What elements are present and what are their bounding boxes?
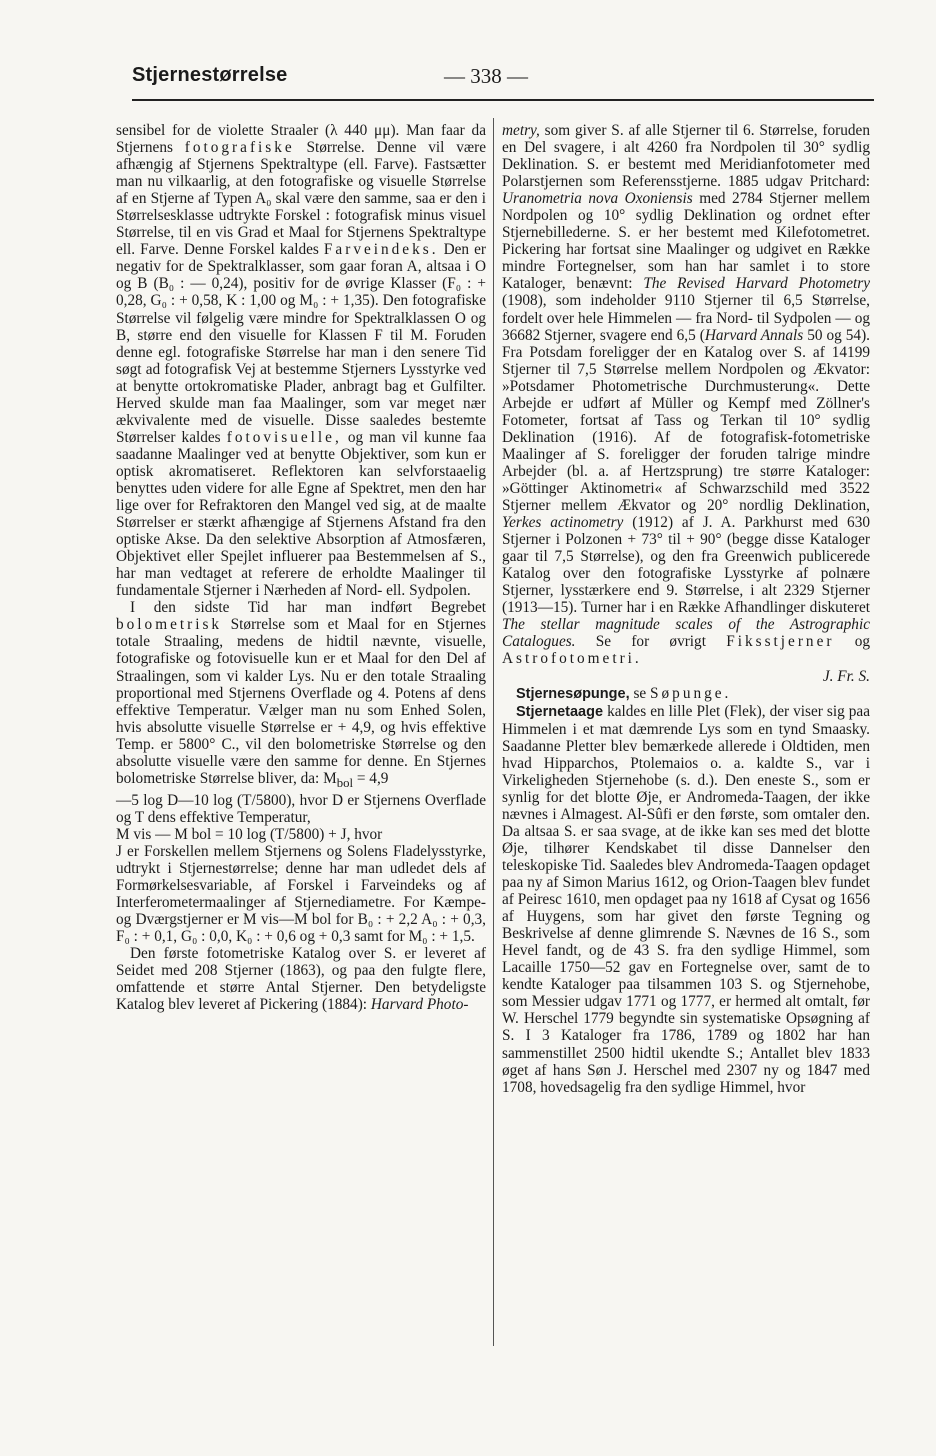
entry-stjernetaage: Stjernetaage kaldes en lille Plet (Flek), der viser sig paa Himmelen i et mat dæmrende Lys som en tynd Smaasky. Saadanne Pletter blev bemærkede allerede i Oldtiden, men hvad Hipparchos, Ptolemaios o. a. kaldte S., var i Virkeligheden Stjernehobe (s. d.). Den eneste S., som er synlig for det blotte Øje, er Andromeda-Taagen, der ikke nævnes i Almagest. Al-Sûfi er den første, som omtaler den. Da altsaa S. er saa svage, at de ikke kan ses med det blotte Øje, tilhører Kendskabet til disse Dannelser den teleskopiske Tid. Saaledes blev Andromeda-Taagen opdaget paa ny af Simon Marius 1612, og Orion-Taagen blev fundet af Peiresc 1610, men opdaget paa ny 1618 af Cysat og 1656 af Huygens, som har givet den første Tegning og Beskrivelse af denne glimrende S. Nævnes de 16 S., som Hevel fandt, og de 43 S. fra den sydlige Himmel, som Lacaille 1750—52 gav en Fortegnelse over, samt de to kendte Kataloger paa tilsammen 103 S. og Stjernehobe, som Messier udgav 1771 og 1777, er hermed alt omtalt, før W. Herschel 1779 begyndte sin systematiske Opsøgning af S. I 3 Kataloger fra 1786, 1789 og 1802 har han sammenstillet 2500 hidtil ukendte S.; Antallet blev 1833 øget af hans Søn J. Herschel med 2307 ny og 1847 med 1708, hovedsagelig fra den sydlige Himmel, hvor <box>502 702 871 1096</box>
paragraph-bolometric: I den sidste Tid har man indført Begrebet bolometrisk Størrelse som et Maal for en Stjernes totale Straaling, medens de hidtil nævnte, visuelle, fotografiske og fotovisuelle kun er et Maal for den Del af Straalingen, som vi kalder Lys. Nu er den totale Straaling proportional med Stjernens Overflade og 4. Potens af dens effektive Temperatur. Vælger man nu som Enhed Solen, hvis absolutte visuelle Størrelse er + 4,9, og hvis effektive Temp. er 5800° C., vil den bolometriske Størrelse og den absolutte visuelle være den samme for denne. En Stjernes bolometriske Størrelse bliver, da: $M_{bol} = 4,9$ <box>116 599 486 790</box>
right-column <box>502 122 870 1096</box>
page-number: — 338 — <box>444 64 528 88</box>
author-signature: J. Fr. S. <box>822 667 870 685</box>
formula-bolometric: —5 log D—10 log (T/5800), hvor D er Stjernens Overflade og T dens effektive Temperatur, <box>116 791 486 826</box>
formula-visual-bolometric: M vis — M bol = 10 log (T/5800) + J, hvor <box>116 825 383 843</box>
paragraph-surface-brightness: J er Forskellen mellem Stjernens og Solens Fladelysstyrke, udtrykt i Stjernestørrelse; denne har man udledet dels af Formørkelsesvariable, af Forskel i Farveindeks og af Interferometermaalinger af Stjernediametre. For Kæmpe- og Dværgstjerner er M vis—M bol for B₀ : + 2,2 A₀ : + 0,3, F₀ : + 0,1, G₀ : 0,0, K₀ : + 0,6 og + 0,3 samt for M₀ : + 1,5. <box>116 843 486 946</box>
column-divider <box>493 118 494 1346</box>
header-rule <box>132 99 874 101</box>
header-title: Stjernestørrelse <box>132 64 288 86</box>
entry-stjernesopunge: Stjernesøpunge, se Søpunge. <box>516 684 732 702</box>
paragraph-catalogues-cont: metry, som giver S. af alle Stjerner til 6. Størrelse, foruden en Del svagere, i alt 4260 fra Nordpolen til 30° sydlig Deklination. S. er bestemt med Meridianfotometer med Polarstjernen som Referensstjerne. 1885 udgav Pritchard: Uranometria nova Oxoniensis med 2784 Stjerner mellem Nordpolen og 10° sydlig Deklination og ordnet efter Stjernebillederne. S. er her bestemt med Kilefotometret. Pickering har fortsat sine Maalinger og udgivet en Række mindre Fortegnelser, som han har samlet i to store Kataloger, benævnt: The Revised Harvard Photometry (1908), som indeholder 9110 Stjerner til 6,5 Størrelse, fordelt over hele Himmelen — fra Nord- til Sydpolen — og 36682 Stjerner, svagere end 6,5 (Harvard Annals 50 og 54). Fra Potsdam foreligger der en Katalog over S. af 14199 Stjerner til 7,5 Størrelse mellem Nordpolen og Ækvator: »Potsdamer Photometrische Durchmusterung«. Dette Arbejde er udført af Müller og Kempf med Zöllner's Fotometer, fortsat af Tass og Terkan til 10° sydlig Deklination (1916). Af de fotografisk-fotometriske Maalinger af S. foreligger der foruden talrige mindre Arbejder (bl. a. af Hertzsprung) tre større Kataloger: »Göttinger Aktinometri« af Schwarzschild med 3522 Stjerner mellem Ækvator og 20° nordlig Deklination, Yerkes actinometry (1912) af J. A. Parkhurst med 630 Stjerner i Polzonen + 73° til + 90° (begge disse Kataloger gaar til 7,5 Størrelse), og den fra Greenwich publicerede Katalog over den fotografiske Lysstyrke af polnære Stjerner, lysstærkere end 9. Størrelse, i alt 2329 Stjerner (1913—15). Turner har i en Række Afhandlinger diskuteret The stellar magnitude scales of the Astrographic Catalogues. Se for øvrigt Fiksstjerner og Astrofotometri. <box>502 122 871 668</box>
left-column <box>116 122 486 1013</box>
headword-stjernesopunge: Stjernesøpunge, <box>516 685 630 702</box>
running-header <box>132 64 872 94</box>
paragraph-catalogues: Den første fotometriske Katalog over S. er leveret af Seidet med 208 Stjerner (1863), og paa den fulgte flere, omfattende et større Antal Stjerner. Den betydeligste Katalog blev leveret af Pickering (1884): Harvard Photo- <box>116 945 486 1014</box>
paragraph-photographic: sensibel for de violette Straaler (λ 440 μμ). Man faar da Stjernens fotografiske Størrelse. Denne vil være afhængig af Stjernens Spektraltype (ell. Farve). Fastsætter man nu vilkaarlig, at den fotografiske og visuelle Størrelse af en Stjerne af Typen A₀ skal være den samme, saa er den i Størrelsesklasse udtrykte Forskel : fotografisk minus visuel Størrelse, til en vis Grad et Maal for Stjernens Spektraltype ell. Farve. Denne Forskel kaldes Farveindeks. Den er negativ for de Spektralklasser, som gaar foran A, altsaa i O og B (B₀ : — 0,24), positiv for de øvrige Klasser (F₀ : + 0,28, G₀ : + 0,58, K : 1,00 og M₀ : + 1,35). Den fotografiske Størrelse vil følgelig være mindre for Spektralklassen O og B, større end den visuelle for Klassen F til M. Foruden denne egl. fotografiske Størrelse har man i den senere Tid søgt ad fotografisk Vej at bestemme Stjerners Lysstyrke ved at benytte ortokromatiske Plader, anbragt bag et Gulfilter. Herved skulde man faa Maalinger, som var meget nær ækvivalente med de visuelle. Disse saaledes bestemte Størrelser kaldes fotovisuelle, og man vil kunne faa saadanne Maalinger ved at benytte Objektiver, som kun er optisk akromatiseret. Reflektoren kan selvforstaaelig benyttes uden videre for alle Egne af Spektret, men den har lige over for Refraktoren den Mangel ved sig, at de maalte Størrelser er stærkt afhængige af Stjernens Afstand fra den optiske Akse. Da den selektive Absorption af Atmosfæren, Objektivet eller Spejlet influerer paa Bestemmelsen af S., har man vedtaget at referere de erholdte Maalinger til fundamentale Stjerner i Nærheden af Nord- ell. Sydpolen. <box>116 122 487 600</box>
headword-stjernetaage: Stjernetaage <box>516 703 604 720</box>
